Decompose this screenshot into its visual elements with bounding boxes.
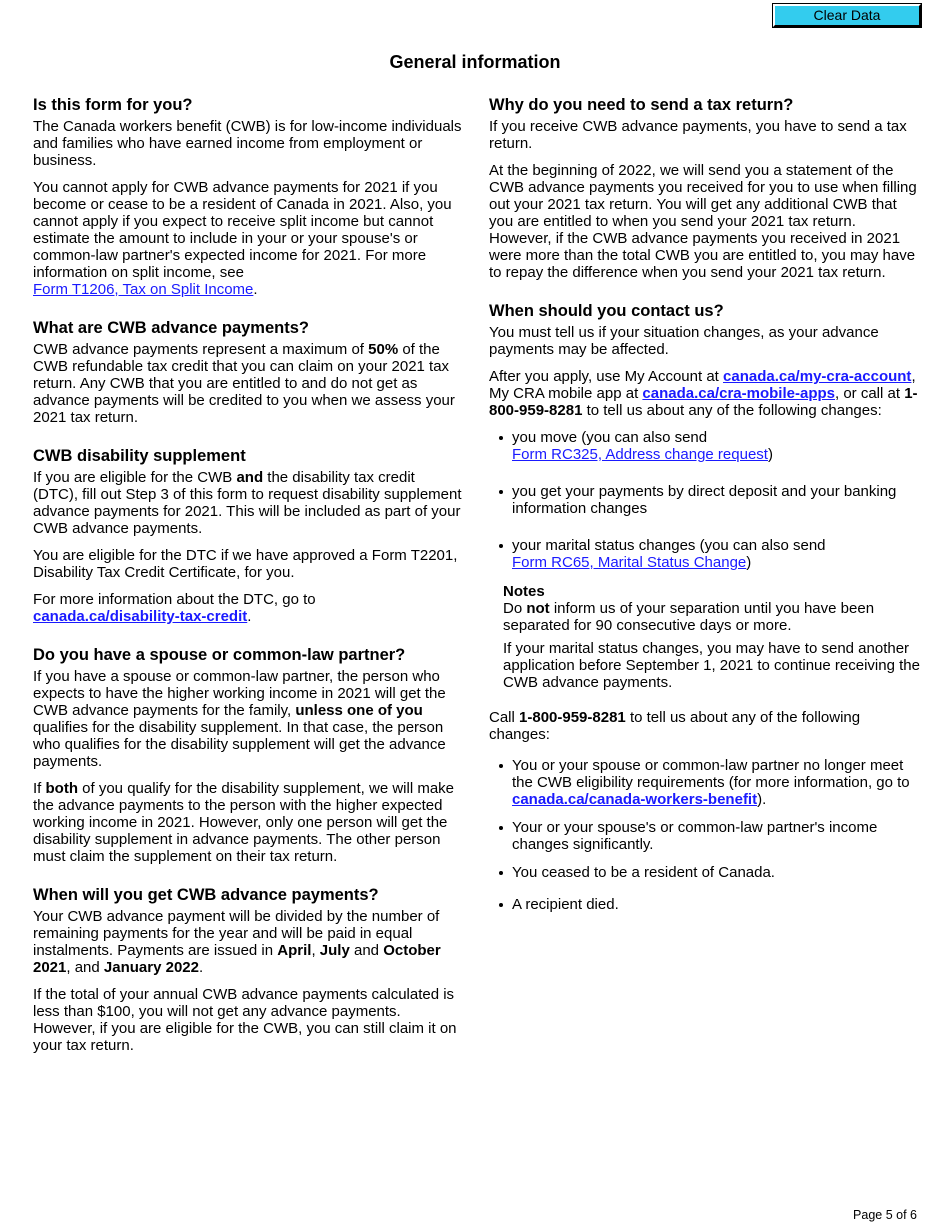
- bullet-icon: [499, 436, 503, 440]
- text: After you apply, use My Account at: [489, 368, 724, 385]
- section-heading: Is this form for you?: [33, 96, 193, 114]
- phone-number: 1-800-959-8281: [489, 385, 918, 419]
- text: You ceased to be a resident of Canada.: [512, 864, 775, 881]
- note-text: If your marital status changes, you may have to send another application before September 1, 2021 to continue receiving the CWB advance payments.: [503, 640, 920, 691]
- section-what-are-cwb-advance-payments: [33, 319, 463, 426]
- my-cra-account-link[interactable]: canada.ca/my-cra-account: [723, 368, 912, 385]
- left-column: [33, 96, 463, 1075]
- phone-number: 1-800-959-8281: [519, 709, 626, 726]
- text: of you qualify for the disability supplement, we will make the advance payments to the person with the higher expected working income in 2021. However, only one person will get the disability supplement in advance payments. The other person must claim the supplement on their tax return.: [33, 780, 455, 865]
- paragraph: The Canada workers benefit (CWB) is for low-income individuals and families who have earned income from employment or business.: [33, 118, 462, 169]
- call-changes-list: [499, 757, 921, 913]
- paragraph: You are eligible for the DTC if we have approved a Form T2201, Disability Tax Credit Certificate, for you.: [33, 547, 458, 581]
- text: , or call at: [834, 385, 905, 402]
- bullet-icon: [499, 764, 503, 768]
- text: Call: [489, 709, 520, 726]
- text: the disability tax credit (DTC), fill out Step 3 of this form to request disability supplement advance payments for 2021. This will be included as part of your CWB advance payments.: [33, 469, 462, 537]
- section-when-will-you-get-payments: [33, 886, 463, 1054]
- paragraph: At the beginning of 2022, we will send you a statement of the CWB advance payments you received for you to use when filling out your 2021 tax return. You will get any additional CWB that you are entitled to when you send your 2021 tax return. However, if the CWB advance payments you received in 2021 were more than the total CWB you are entitled to, you may have to repay the difference when you send your 2021 tax return.: [489, 162, 917, 281]
- text: You or your spouse or common-law partner no longer meet the CWB eligibility requirements (for more information, go to: [512, 757, 910, 791]
- bullet-icon: [499, 903, 503, 907]
- clear-data-button[interactable]: Clear Data: [773, 4, 921, 27]
- text: Your CWB advance payment will be divided by the number of remaining payments for the year and will be paid in equal instalments. Payments are issued in: [33, 908, 440, 959]
- section-cwb-disability-supplement: [33, 447, 463, 625]
- cra-mobile-apps-link[interactable]: canada.ca/cra-mobile-apps: [642, 385, 835, 402]
- list-item: [499, 429, 921, 463]
- section-heading: CWB disability supplement: [33, 447, 246, 465]
- bold-text: April: [277, 942, 312, 959]
- text: and: [349, 942, 384, 959]
- text: If you are eligible for the CWB: [33, 469, 237, 486]
- punctuation: ): [767, 446, 773, 463]
- text: If: [33, 780, 46, 797]
- bullet-icon: [499, 826, 503, 830]
- text: you move (you can also send: [512, 429, 708, 446]
- paragraph: [33, 908, 463, 976]
- text: ,: [311, 942, 320, 959]
- text: CWB advance payments represent a maximum of: [33, 341, 369, 358]
- paragraph-text: You cannot apply for CWB advance payments for 2021 if you become or cease to be a resident of Canada in 2021. Also, you cannot apply if you expect to receive split income but cannot estimate the amount to include in your or your spouse's or common-law partner's expected income for 2021. For more information on split income, see: [33, 179, 452, 281]
- text: If you have a spouse or common-law partner, the person who expects to have the higher working income in 2021 will get the CWB advance payments for the family,: [33, 668, 446, 719]
- bold-text: not: [526, 600, 550, 617]
- changes-list: [499, 429, 921, 571]
- paragraph: [489, 709, 921, 743]
- section-spouse-or-common-law-partner: [33, 646, 463, 865]
- section-is-this-form-for-you: [33, 96, 463, 298]
- paragraph: [33, 591, 463, 625]
- paragraph: [33, 780, 463, 865]
- text: For more information about the DTC, go to: [33, 591, 316, 608]
- section-why-send-tax-return: [489, 96, 921, 281]
- canada-workers-benefit-link[interactable]: canada.ca/canada-workers-benefit: [512, 791, 758, 808]
- bold-text: and: [236, 469, 264, 486]
- text: , and: [66, 959, 104, 976]
- text: Your or your spouse's or common-law partner's income changes significantly.: [512, 819, 878, 853]
- section-heading: What are CWB advance payments?: [33, 319, 309, 337]
- bold-text: October 2021: [33, 942, 441, 976]
- bullet-icon: [499, 544, 503, 548]
- paragraph: [33, 179, 463, 298]
- punctuation: .: [198, 959, 204, 976]
- list-item: [499, 819, 921, 853]
- paragraph: If you receive CWB advance payments, you have to send a tax return.: [489, 118, 907, 152]
- paragraph: [489, 368, 921, 419]
- form-rc65-link[interactable]: Form RC65, Marital Status Change: [512, 554, 747, 571]
- bold-text: July: [319, 942, 350, 959]
- punctuation: ): [746, 554, 752, 571]
- section-when-should-you-contact-us: [489, 302, 921, 913]
- page-number: Page 5 of 6: [853, 1208, 917, 1222]
- paragraph: [33, 469, 463, 537]
- bold-text: unless one of you: [295, 702, 423, 719]
- bullet-icon: [499, 490, 503, 494]
- page-title: General information: [389, 52, 561, 72]
- text: Do: [503, 600, 527, 617]
- text: , My CRA mobile app at: [489, 368, 916, 402]
- list-item: [499, 483, 921, 517]
- section-heading: Why do you need to send a tax return?: [489, 96, 794, 114]
- list-item: [499, 864, 921, 881]
- list-item: [499, 537, 921, 571]
- text: your marital status changes (you can also send: [512, 537, 826, 554]
- punctuation: ).: [757, 791, 767, 808]
- paragraph: [33, 668, 463, 770]
- text: of the CWB refundable tax credit that you can claim on your 2021 tax return. Any CWB that you are entitled to and do not get as advance payments will be credited to you when we assess your 2021 tax return.: [33, 341, 455, 426]
- right-column: [489, 96, 921, 934]
- section-heading: Do you have a spouse or common-law partner?: [33, 646, 406, 664]
- text: you get your payments by direct deposit and your banking information changes: [512, 483, 897, 517]
- text: qualifies for the disability supplement. In that case, the person who qualifies for the disability supplement will get the advance payments.: [33, 719, 446, 770]
- paragraph: [33, 341, 463, 426]
- disability-tax-credit-link[interactable]: canada.ca/disability-tax-credit: [33, 608, 248, 625]
- text: to tell us about any of the following changes:: [489, 709, 861, 743]
- text: inform us of your separation until you have been separated for 90 consecutive days or more.: [503, 600, 875, 634]
- notes-box: [503, 583, 921, 691]
- list-item: [499, 757, 921, 808]
- section-heading: When should you contact us?: [489, 302, 724, 320]
- bold-text: 50%: [368, 341, 399, 358]
- note-text: [503, 600, 921, 634]
- bold-text: January 2022: [103, 959, 199, 976]
- bullet-icon: [499, 871, 503, 875]
- bold-text: both: [45, 780, 78, 797]
- notes-heading: Notes: [503, 583, 545, 600]
- list-item: [499, 896, 921, 913]
- punctuation: .: [247, 608, 252, 625]
- form-t1206-link[interactable]: Form T1206, Tax on Split Income: [33, 281, 254, 298]
- form-rc325-link[interactable]: Form RC325, Address change request: [512, 446, 768, 463]
- text: to tell us about any of the following changes:: [582, 402, 882, 419]
- paragraph: If the total of your annual CWB advance payments calculated is less than $100, you will not get any advance payments. However, if you are eligible for the CWB, you can still claim it on your tax return.: [33, 986, 457, 1054]
- paragraph: You must tell us if your situation changes, as your advance payments may be affected.: [489, 324, 879, 358]
- punctuation: .: [253, 281, 258, 298]
- text: A recipient died.: [512, 896, 619, 913]
- section-heading: When will you get CWB advance payments?: [33, 886, 379, 904]
